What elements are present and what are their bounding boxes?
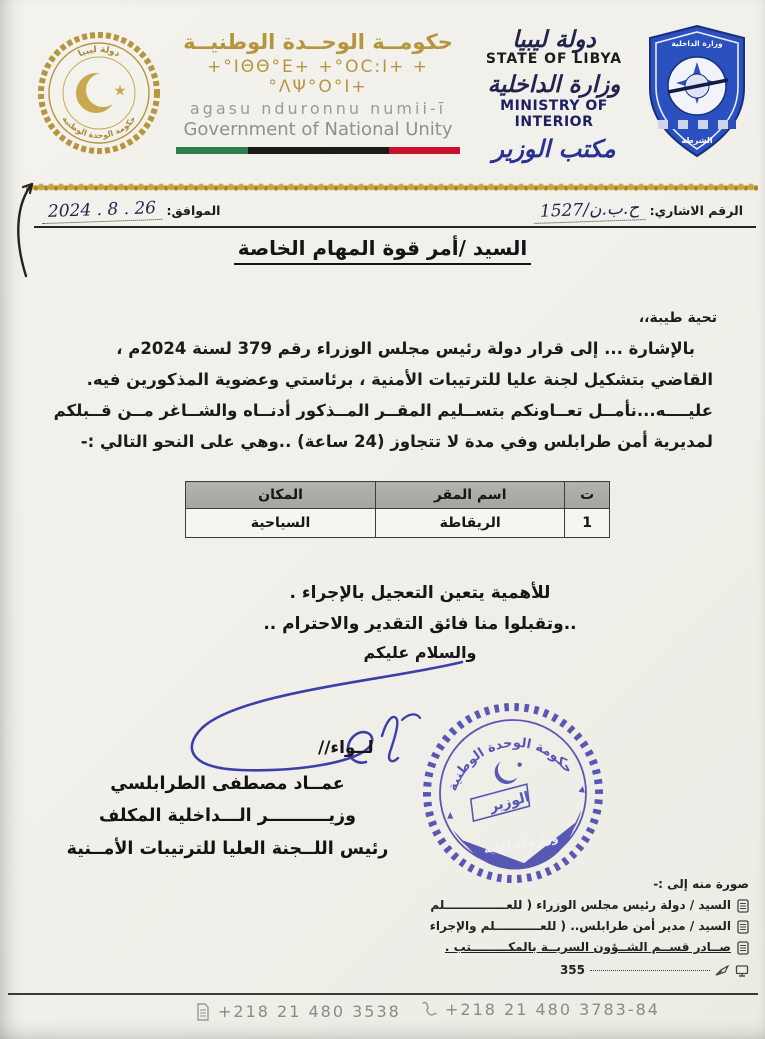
distribution-list: [369, 874, 749, 981]
svg-text:حكومة الوحدة الوطنية: حكومة الوحدة الوطنية: [60, 114, 138, 141]
table-cell-location: السياحية: [186, 509, 376, 538]
pen-icon: [715, 965, 730, 976]
svg-text:حكومة الوحدة الوطنية: حكومة الوحدة الوطنية: [445, 735, 576, 794]
document-icon: [737, 899, 749, 913]
svg-text:وزارة الداخلية: وزارة الداخلية: [671, 39, 723, 48]
distribution-item: [369, 937, 749, 958]
gov-name-latin: agasu nduronnu numii-ī: [189, 99, 447, 118]
phone-number: +218 21 480 3783-84: [445, 1000, 660, 1019]
body-paragraph-1: بالإشارة ... إلى قرار دولة رئيس مجلس الوزراء رقم 379 لسنة 2024م ، القاضي بتشكيل لجنة عليا للترتيبات الأمنية ، برئاستي وعضوية المذكورين فيه.: [86, 339, 713, 389]
header-rule: [34, 226, 756, 228]
government-seal-icon: [36, 30, 162, 156]
ministry-english: MINISTRY OF INTERIOR: [500, 98, 608, 130]
table-header-row: [186, 482, 610, 509]
distribution-item-text: صــادر قســم الشــؤون السريــة بالمكـــــــــتب .: [444, 940, 731, 954]
date-label: الموافق:: [166, 203, 221, 218]
gov-name-arabic: حكومــة الوحــدة الوطنيــة: [183, 30, 453, 54]
table-header-index: ت: [565, 482, 610, 509]
phone-icon: [420, 1001, 437, 1018]
handwritten-margin-mark-icon: [6, 176, 40, 291]
distribution-item: [369, 895, 749, 916]
body-paragraph-2: عليــــه...نأمــل تعــاونكم بتســليم المقــر المــذكور أدنــاه والشــاغر مــن قــبلكم لمديرية أمن طرابلس وفي مدة لا تتجاوز (24 ساعة) ..وهي على النحو التالي :-: [53, 401, 713, 451]
table-header-location: المكان: [186, 482, 376, 509]
distribution-item-text: السيد / دولة رئيس مجلس الوزراء ( للعـــــــــــــــلم: [430, 898, 731, 912]
table-cell-index: 1: [565, 509, 610, 538]
ministry-block: [468, 26, 640, 163]
date-group: [42, 200, 220, 222]
reference-number-value: ح.ب.ن/1527: [534, 198, 646, 224]
signer-name: عمــاد مصطفى الطرابلسي: [110, 774, 345, 794]
distribution-item: [369, 916, 749, 937]
badge-checker-band: [658, 120, 736, 129]
official-stamp-icon: [404, 684, 621, 901]
outgoing-number-row: [369, 960, 749, 981]
fax-icon: [195, 1003, 210, 1021]
state-of-libya-arabic: دولة ليبيا: [512, 26, 596, 53]
reference-number-group: [534, 200, 743, 222]
svg-text:الوزير: الوزير: [487, 789, 532, 816]
gold-chain-divider: [26, 182, 758, 193]
reference-number-label: الرقم الاشاري:: [649, 203, 743, 218]
table-row: [186, 509, 610, 538]
svg-text:وزارة الداخلية: وزارة الداخلية: [482, 831, 560, 857]
minister-office-arabic: مكتب الوزير: [492, 134, 616, 163]
svg-text:الشرطة: الشرطة: [681, 136, 713, 145]
gov-unity-block: [168, 30, 468, 154]
signer-title-1: وزيــــــــــر الـــداخلية المكلف: [98, 806, 356, 827]
outgoing-number: 355: [559, 963, 585, 977]
fax-group: [195, 1002, 401, 1021]
flag-green-segment: [176, 147, 248, 154]
gov-name-english: Government of National Unity: [183, 119, 453, 140]
closing-line-2: ..وتقبلوا منا فائق التقدير والاحترام ..: [263, 613, 577, 634]
distribution-title: صورة منه إلى :-: [653, 877, 749, 891]
police-badge-icon: [642, 22, 752, 162]
table-cell-premise-name: الريقاطة: [376, 509, 565, 538]
fax-number: +218 21 480 3538: [218, 1002, 401, 1021]
dotted-leader: [590, 970, 710, 971]
signer-title-2: رئيس اللــجنة العليا للترتيبات الأمــنية: [66, 838, 389, 859]
distribution-item-text: السيد / مدير أمن طرابلس.. ( للعـــــــــــلم والإجراء: [429, 919, 731, 933]
svg-text:دولة ليبيا: دولة ليبيا: [76, 44, 122, 60]
greeting: تحية طيبة،،: [638, 310, 717, 326]
date-value: 2024 . 8 . 26: [42, 198, 163, 224]
closing-line-3: والسلام عليكم: [363, 643, 477, 663]
table-header-premise-name: اسم المقر: [376, 482, 565, 509]
subject-line: [0, 236, 765, 265]
flag-black-segment: [248, 147, 389, 154]
subject-text: السيد /أمر قوة المهام الخاصة: [234, 236, 532, 265]
document-icon: [737, 920, 749, 934]
libya-flag-bar: [176, 147, 460, 154]
signature-rank: لــواء//: [318, 738, 374, 758]
closing-line-1: للأهمية يتعين التعجيل بالإجراء .: [289, 583, 551, 603]
document-icon: [737, 941, 749, 955]
state-of-libya-english: STATE OF LIBYA: [485, 51, 623, 67]
gov-name-tifinagh: +°IΘΘ°E+ +°OC:I+ +°ΛΨ°O°I+: [206, 57, 430, 97]
signature-block: [55, 768, 400, 865]
premises-table: [185, 481, 610, 538]
computer-icon: [735, 965, 749, 977]
flag-red-segment: [389, 147, 460, 154]
ministry-arabic: وزارة الداخلية: [487, 71, 621, 98]
contact-footer: [0, 1000, 765, 1030]
reference-row: [0, 194, 765, 224]
phone-group: [420, 1000, 660, 1019]
footer-rule: [8, 993, 758, 995]
